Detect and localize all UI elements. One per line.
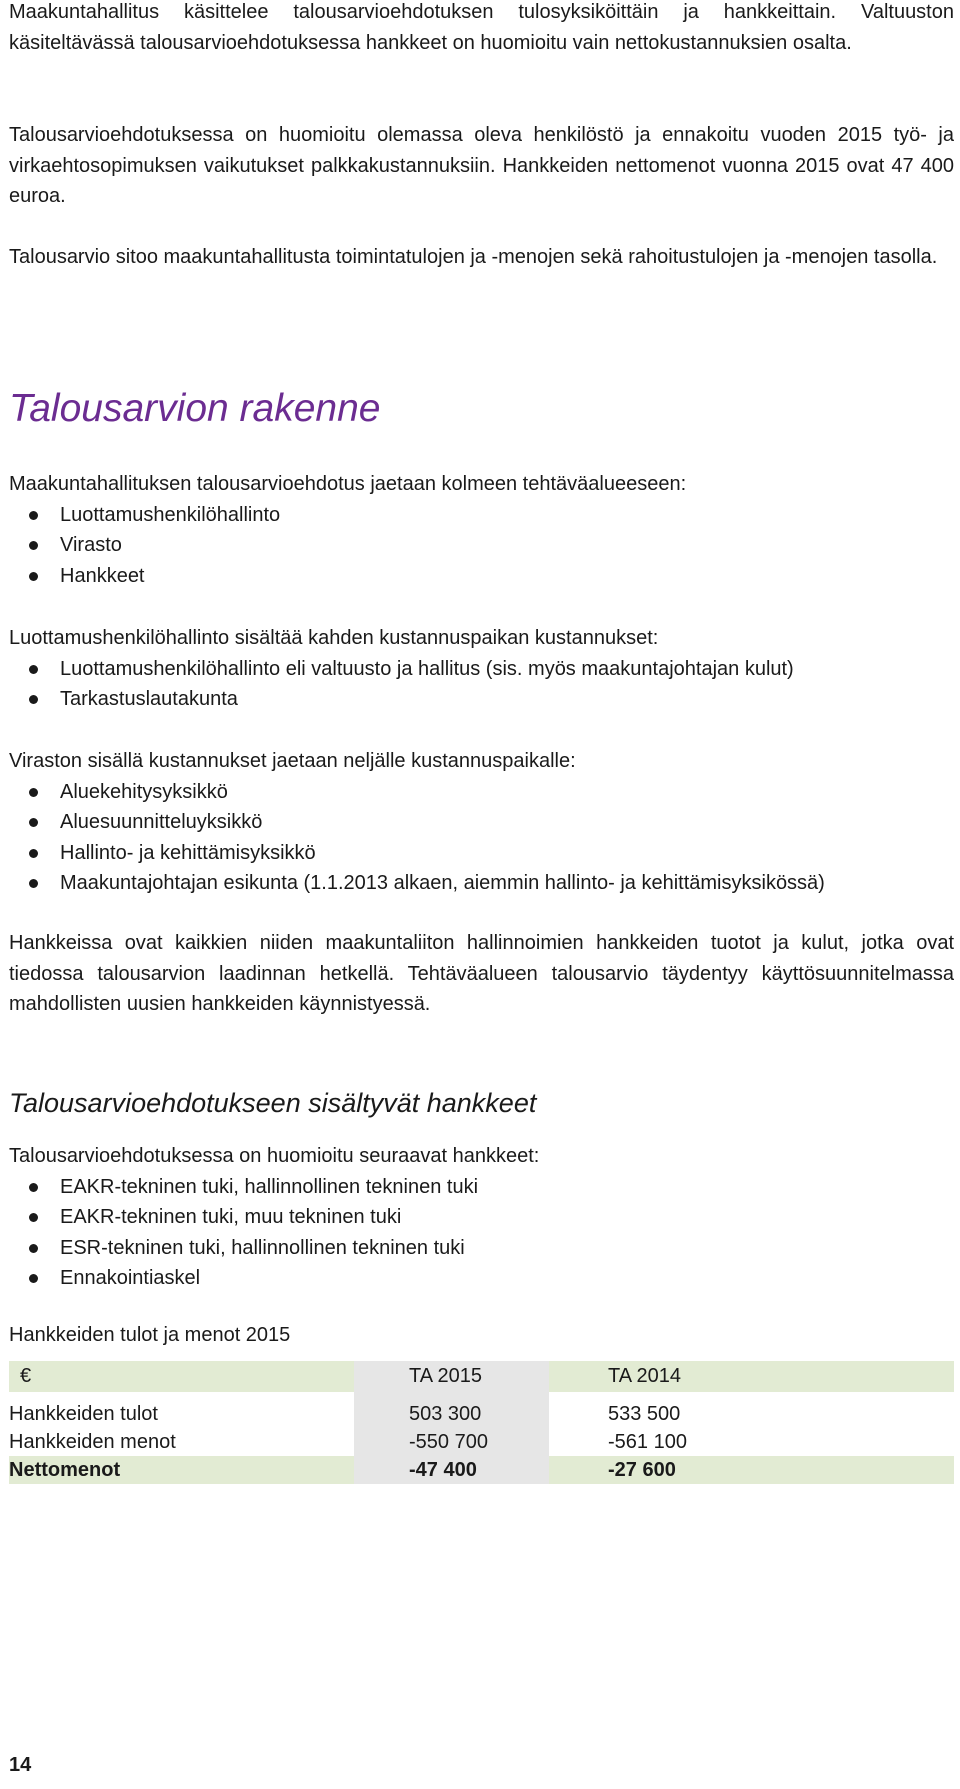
list-item: ESR-tekninen tuki, hallinnollinen tekninen tuki: [9, 1233, 954, 1264]
section-heading-projects: Talousarvioehdotukseen sisältyvät hankkeet: [9, 1088, 537, 1118]
bullet-icon: [29, 1274, 38, 1283]
list-item: Ennakointiaskel: [9, 1263, 954, 1294]
section-heading-structure: Talousarvion rakenne: [9, 387, 381, 430]
paragraph-intro: Maakuntahallitus käsittelee talousarvioehdotuksen tulosyksiköittäin ja hankkeittain. Valtuuston käsiteltävässä talousarvioehdotuksessa hankkeet on huomioitu vain nettokustannuksien osalta.: [9, 1, 954, 54]
table-cell-ta2014: -561 100: [608, 1431, 687, 1453]
bullet-icon: [29, 818, 38, 827]
table-cell-ta2015: 503 300: [354, 1400, 549, 1428]
paragraph-binding: Talousarvio sitoo maakuntahallitusta toimintatulojen ja -menojen sekä rahoitustulojen ja -menojen tasolla.: [9, 246, 938, 268]
bullet-icon: [29, 695, 38, 704]
bullet-icon: [29, 849, 38, 858]
trustee-admin-list-block: [9, 623, 954, 715]
paragraph-staff: Talousarvioehdotuksessa on huomioitu olemassa oleva henkilöstö ja ennakoitu vuoden 2015 työ- ja virkaehtosopimuksen vaikutukset palkkakustannuksiin. Hankkeiden nettomenot vuonna 2015 ovat 47 400 euroa.: [9, 124, 954, 207]
list-item: EAKR-tekninen tuki, muu tekninen tuki: [9, 1202, 954, 1233]
table-cell-ta2014: -27 600: [608, 1459, 676, 1481]
table-cell-label: Nettomenot: [9, 1459, 121, 1481]
table-header-currency: €: [20, 1365, 32, 1387]
list-item: EAKR-tekninen tuki, hallinnollinen tekninen tuki: [9, 1172, 954, 1203]
bullet-list: [9, 500, 954, 592]
projects-list-block: [9, 1141, 954, 1294]
list-item: Aluekehitysyksikkö: [9, 777, 954, 808]
bullet-icon: [29, 788, 38, 797]
bullet-icon: [29, 572, 38, 581]
bullet-list: [9, 777, 954, 899]
list-item: Maakuntajohtajan esikunta (1.1.2013 alkaen, aiemmin hallinto- ja kehittämisyksikössä): [9, 868, 954, 899]
table-cell-label: Hankkeiden tulot: [9, 1403, 158, 1425]
list-item: Aluesuunnitteluyksikkö: [9, 807, 954, 838]
list-item: Luottamushenkilöhallinto eli valtuusto ja hallitus (sis. myös maakuntajohtajan kulut): [9, 654, 954, 685]
table-cell-ta2014: 533 500: [608, 1403, 681, 1425]
table-spacer: [9, 1392, 954, 1400]
table-total-row: [9, 1456, 954, 1484]
list-item: Hallinto- ja kehittämisyksikkö: [9, 838, 954, 869]
bullet-icon: [29, 511, 38, 520]
table-row: [9, 1428, 954, 1456]
list-intro: Maakuntahallituksen talousarvioehdotus jaetaan kolmeen tehtäväalueeseen:: [9, 473, 687, 495]
table-header-row: [9, 1361, 954, 1392]
table-cell-ta2015: -47 400: [354, 1456, 549, 1484]
bullet-icon: [29, 541, 38, 550]
task-areas-list-block: [9, 469, 954, 591]
bullet-list: [9, 1172, 954, 1294]
bullet-list: [9, 654, 954, 715]
list-item: Luottamushenkilöhallinto: [9, 500, 954, 531]
bullet-icon: [29, 1183, 38, 1192]
office-cost-centres-list-block: [9, 746, 954, 899]
page-number: 14: [9, 1754, 32, 1776]
list-intro: Luottamushenkilöhallinto sisältää kahden kustannuspaikan kustannukset:: [9, 627, 659, 649]
list-item: Tarkastuslautakunta: [9, 684, 954, 715]
table-title: Hankkeiden tulot ja menot 2015: [9, 1324, 291, 1346]
list-intro: Talousarvioehdotuksessa on huomioitu seuraavat hankkeet:: [9, 1145, 540, 1167]
table-row: [9, 1400, 954, 1428]
table-cell-label: Hankkeiden menot: [9, 1431, 176, 1453]
table-header-ta2014: TA 2014: [608, 1365, 682, 1387]
list-item: Virasto: [9, 530, 954, 561]
bullet-icon: [29, 1213, 38, 1222]
projects-budget-table: [9, 1361, 954, 1484]
list-item: Hankkeet: [9, 561, 954, 592]
bullet-icon: [29, 665, 38, 674]
list-intro: Viraston sisällä kustannukset jaetaan neljälle kustannuspaikalle:: [9, 750, 576, 772]
bullet-icon: [29, 879, 38, 888]
bullet-icon: [29, 1244, 38, 1253]
paragraph-projects: Hankkeissa ovat kaikkien niiden maakuntaliiton hallinnoimien hankkeiden tuotot ja kulut, jotka ovat tiedossa talousarvion laadinnan hetkellä. Tehtäväalueen talousarvio täydentyy käyttösuunnitelmassa mahdollisten uusien hankkeiden käynnistyessä.: [9, 932, 954, 1015]
table-header-ta2015: TA 2015: [354, 1361, 549, 1392]
table-cell-ta2015: -550 700: [354, 1428, 549, 1456]
